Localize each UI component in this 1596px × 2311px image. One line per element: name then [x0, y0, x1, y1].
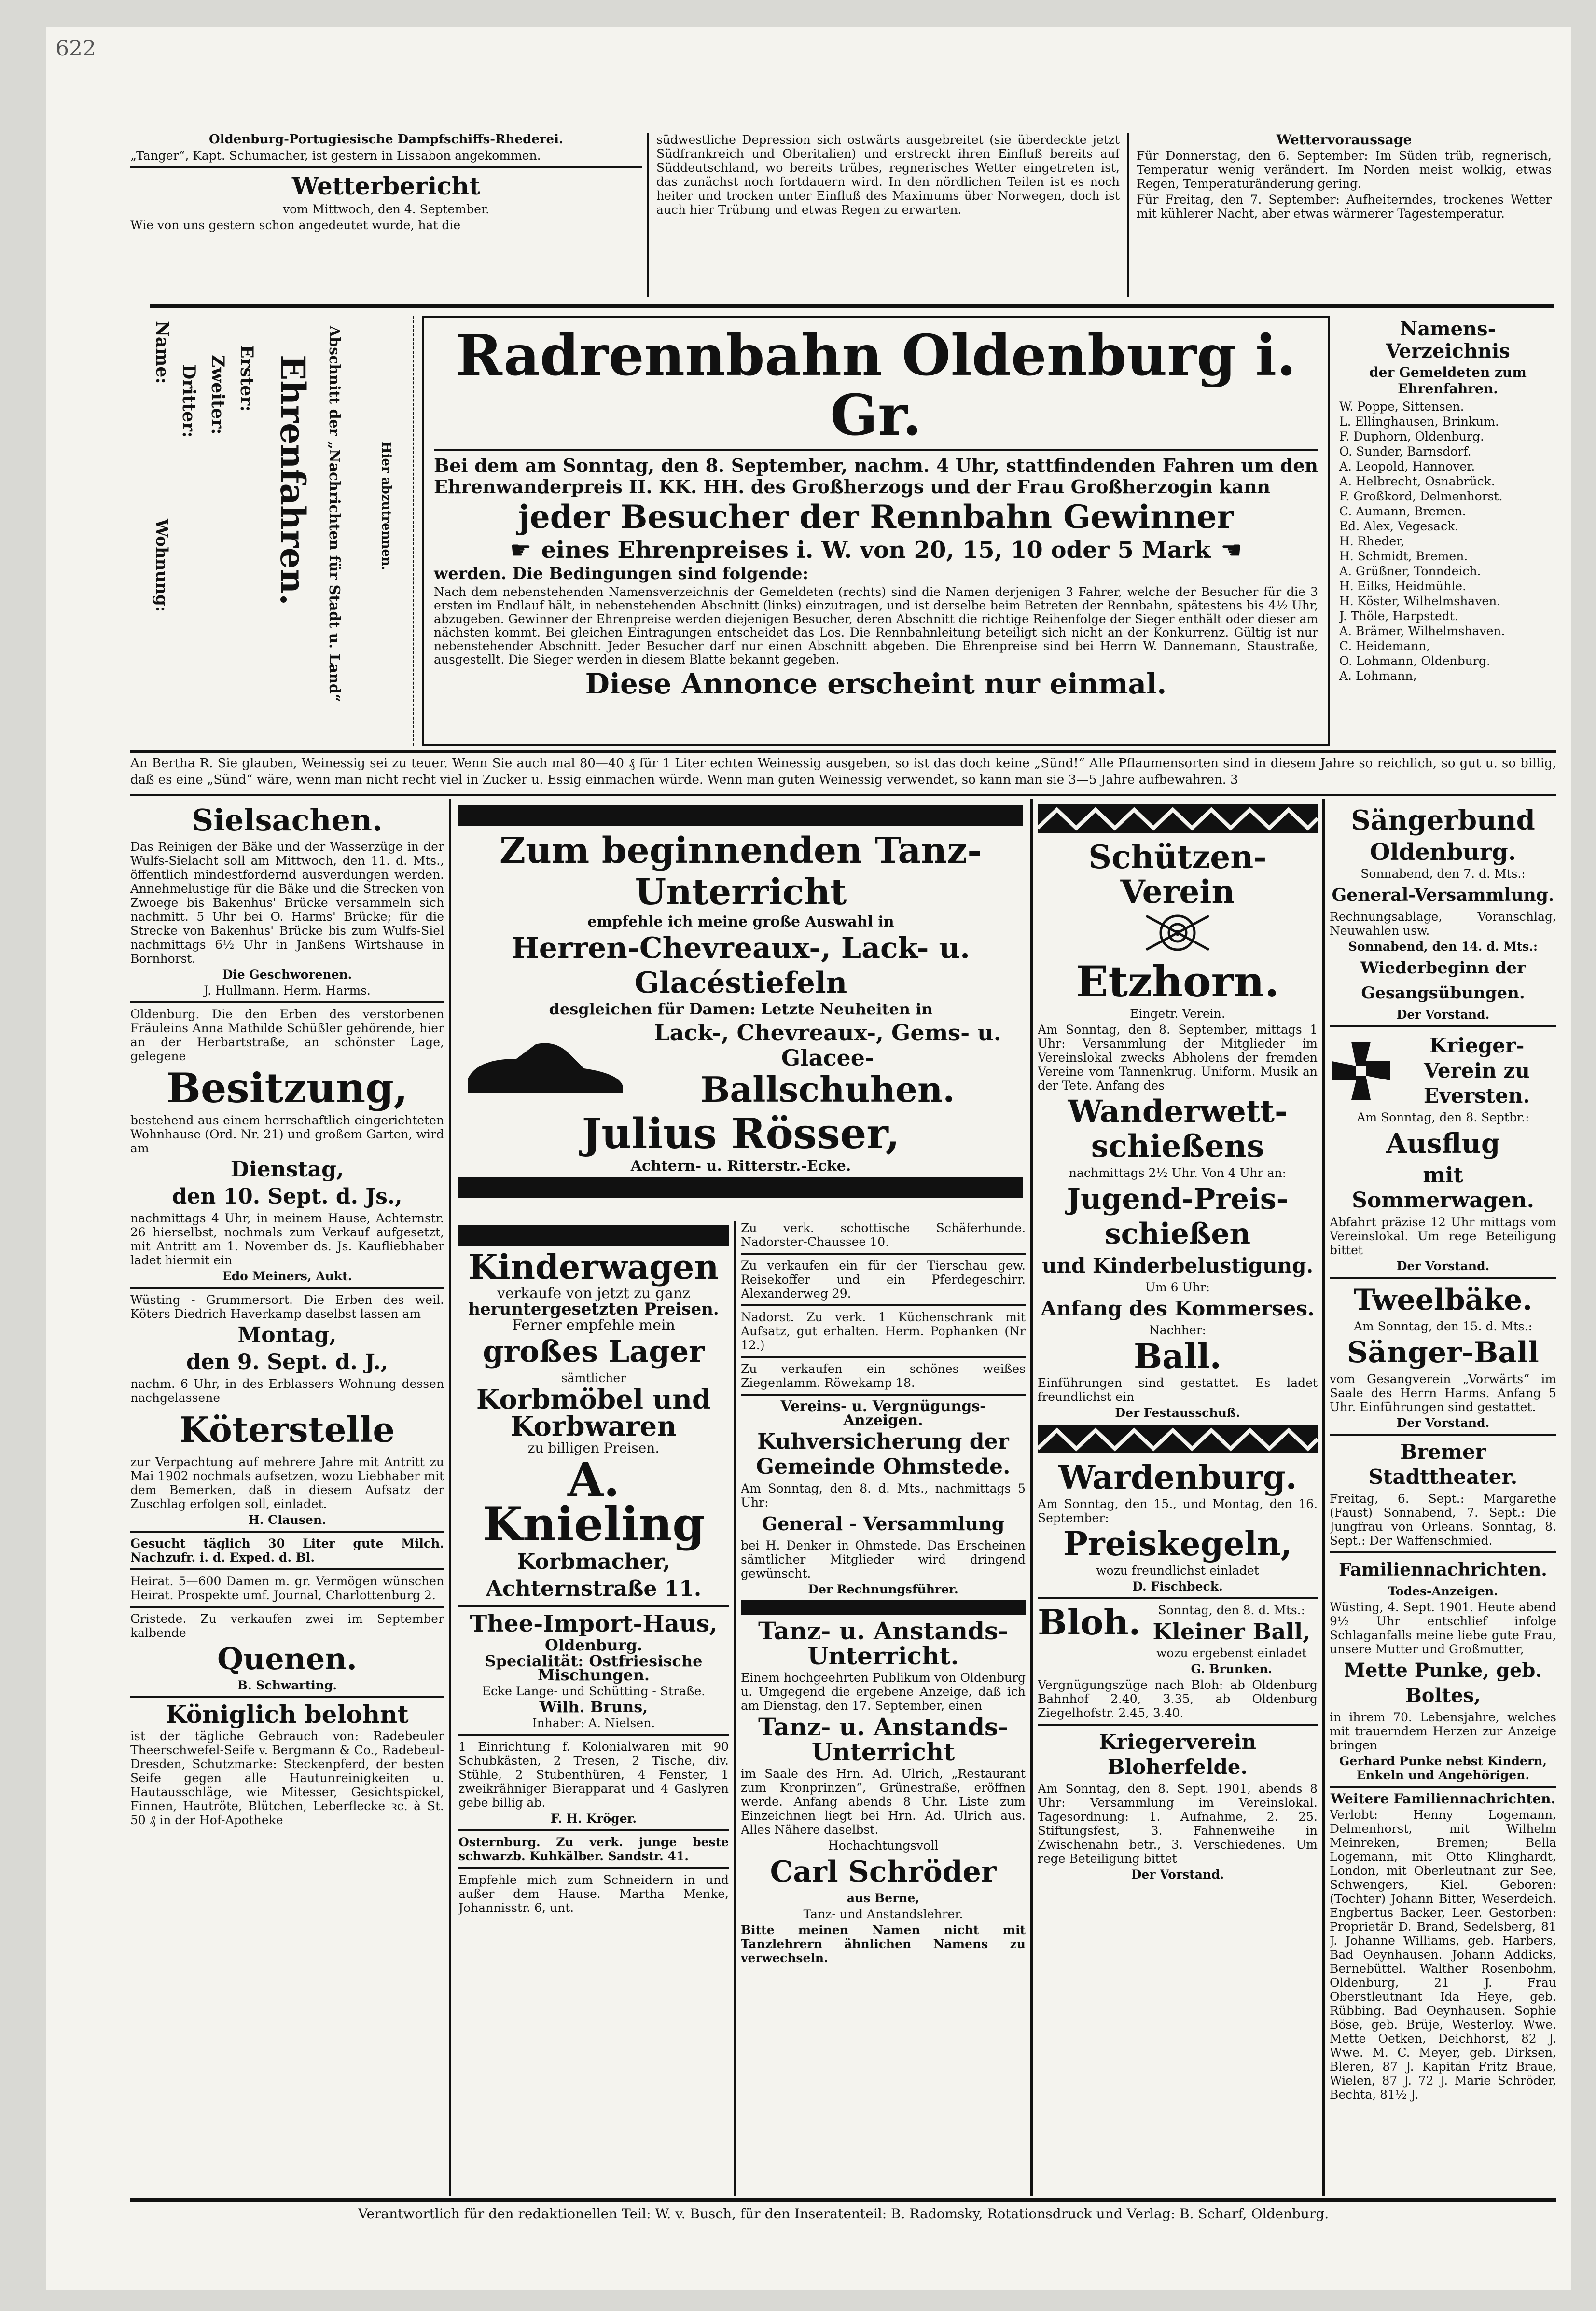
anstand-title-2: Tanz- u. Anstands-Unterricht: [758, 1713, 1008, 1766]
family-title: Familiennachrichten.: [1339, 1560, 1547, 1580]
tanz-title: Zum beginnenden Tanz-Unterricht: [500, 830, 982, 913]
kroeger-text: 1 Einrichtung f. Kolonialwaren mit 90 Schubkästen, 2 Tresen, 2 Tische, div. Stühle, 2 Stubenthüren, 4 Fenster, 1 zweikrähniger Bierapparat und 4 Gaslyren gebe billig ab.: [458, 1740, 729, 1810]
besitzung-date: den 10. Sept. d. Js.,: [172, 1184, 402, 1209]
koeter-text: nachm. 6 Uhr, in des Erblassers Wohnung dessen nachgelassene: [130, 1377, 444, 1405]
name-entry: A. Grüßner, Tonndeich.: [1339, 564, 1481, 578]
schuetzen-text-6: Nachher:: [1149, 1323, 1207, 1337]
besitzung-text: bestehend aus einem herrschaftlich eingerichteten Wohnhause (Ord.-Nr. 21) und großem Garten, wird am: [130, 1113, 444, 1155]
shoe-icon: [458, 1030, 632, 1097]
kriegerverein-text-2: Abfahrt präzise 12 Uhr mittags vom Vereinslokal. Um rege Beteiligung bittet: [1330, 1215, 1556, 1257]
schuetzen-text-5: Anfang des Kommerses.: [1041, 1297, 1315, 1320]
shipping-title: Oldenburg-Portugiesische Dampfschiffs-Rhederei.: [208, 133, 564, 147]
further-family-title: Weitere Familiennachrichten.: [1330, 1791, 1556, 1807]
tweelbaeke-text-2: vom Gesangverein „Vorwärts“ im Saale des Herrn Harms. Anfang 5 Uhr. Einführungen sind gestattet.: [1330, 1372, 1556, 1414]
bertha-notice: An Bertha R. Sie glauben, Weinessig sei zu teuer. Wenn Sie auch mal 80—40 ₰ für 1 Liter echten Weinessig ausgeben, so ist das doch keine „Sünd!“ Alle Pflaumensorten sind in diesem Jahre so reichlich, so gut u. so billig, daß es eine „Sünd“ wäre, wenn man nicht recht viel in Zucker u. Essig einmachen würde. Wenn man guten Weinessig verwendet, so kann man sie 3—5 Jahre aufbewahren. 3: [130, 756, 1556, 787]
kinder-title-4: Korbwaren: [511, 1411, 677, 1442]
tanz-title-2: Herren-Chevreaux-, Lack- u. Glacéstiefeln: [512, 931, 970, 1000]
ziege-ad: Zu verkaufen ein schönes weißes Ziegenlamm. Röwekamp 18.: [741, 1362, 1026, 1390]
kinder-name: A. Knieling: [482, 1453, 705, 1551]
koeter-intro: Wüsting - Grummersort. Die Erben des weil. Köters Diedrich Haverkamp daselbst lassen am: [130, 1293, 444, 1321]
weather-text-block: [656, 133, 1120, 299]
siel-sign-2: J. Hullmann. Herm. Harms.: [204, 983, 371, 997]
milk-ad: Gesucht täglich 30 Liter gute Milch. Nachzufr. i. d. Exped. d. Bl.: [130, 1536, 444, 1564]
kinder-job: Korbmacher,: [517, 1550, 670, 1574]
race-headline: jeder Besucher der Rennbahn Gewinner: [518, 498, 1234, 536]
kuh-text: Am Sonntag, den 8. d. Mts., nachmittags 5 Uhr:: [741, 1481, 1026, 1509]
forecast-1: Für Donnerstag, den 6. September: Im Süden trüb, regnerisch, Temperatur wenig verändert. Im Norden meist wolkig, etwas Regen, Temperaturänderung gering.: [1137, 149, 1552, 191]
siel-sign-1: Die Geschworenen.: [222, 968, 352, 982]
kriegerverein-text: Am Sonntag, den 8. Septbr.:: [1357, 1110, 1529, 1124]
family-sub: Todes-Anzeigen.: [1388, 1584, 1498, 1598]
wardenburg-text: Am Sonntag, den 15., und Montag, den 16. September:: [1038, 1497, 1318, 1525]
tanz-name: Julius Rösser,: [582, 1109, 900, 1158]
besitzung-title: Besitzung,: [166, 1064, 408, 1112]
name-entry: C. Heidemann,: [1339, 639, 1430, 653]
schuetzen-text-7: Einführungen sind gestattet. Es ladet freundlichst ein: [1038, 1376, 1318, 1404]
bloh-sign: G. Brunken.: [1191, 1662, 1273, 1676]
saengerbund-city: Oldenburg.: [1370, 839, 1516, 866]
pointing-hand-icon: ☛: [510, 536, 532, 564]
schuetzen-sign: Der Festausschuß.: [1115, 1406, 1240, 1420]
bloh-title: Bloh.: [1038, 1602, 1141, 1643]
name-entry: A. Lohmann,: [1339, 669, 1417, 683]
coupon-third: Dritter:: [179, 364, 199, 438]
forecast-title: Wettervoraussage: [1276, 133, 1412, 148]
besitzung-sign: Edo Meiners, Aukt.: [222, 1269, 352, 1283]
tanz-title-3: Lack-, Chevreaux-, Gems- u. Glacee-: [654, 1020, 1001, 1071]
names-list: [1339, 399, 1556, 683]
coupon-second: Zweiter:: [208, 355, 228, 435]
kuh-title: Kuhversicherung der Gemeinde Ohmstede.: [756, 1429, 1011, 1479]
wardenburg-text-2: wozu freundlichst einladet: [1096, 1564, 1259, 1578]
name-entry: L. Ellinghausen, Brinkum.: [1339, 415, 1499, 429]
kuh-text-2: bei H. Denker in Ohmstede. Das Erscheinen sämtlicher Mitglieder wird dringend gewünscht.: [741, 1538, 1026, 1580]
thee-city: Oldenburg.: [544, 1636, 643, 1654]
race-prize: eines Ehrenpreises i. W. von 20, 15, 10 oder 5 Mark: [541, 537, 1211, 564]
family-text: Wüsting, 4. Sept. 1901. Heute abend 9½ Uhr entschlief infolge Schlaganfalls meine liebe gute Frau, unsere Mutter und Großmutter,: [1330, 1600, 1556, 1656]
thee-title: Thee-Import-Haus,: [470, 1610, 718, 1637]
kuechen-ad: Nadorst. Zu verk. 1 Küchenschrank mit Aufsatz, gut erhalten. Herm. Pophanken (Nr 12.): [741, 1310, 1026, 1352]
name-entry: H. Rheder,: [1339, 534, 1405, 548]
theater-title: Bremer Stadttheater.: [1368, 1440, 1518, 1489]
koeter-sign: H. Clausen.: [248, 1513, 326, 1527]
menke-ad: Empfehle mich zum Schneidern in und außer dem Hause. Martha Menke, Johannisstr. 6, unt.: [458, 1873, 729, 1915]
name-entry: A. Leopold, Hannover.: [1339, 459, 1475, 473]
name-entry: H. Schmidt, Bremen.: [1339, 549, 1468, 563]
names-subtitle: der Gemeldeten zum Ehrenfahren.: [1369, 364, 1527, 397]
wardenburg-title: Wardenburg.: [1058, 1458, 1297, 1497]
name-entry: A. Brämer, Wilhelmshaven.: [1339, 624, 1505, 638]
tweelbaeke-title: Tweelbäke.: [1353, 1283, 1533, 1317]
forecast-2: Für Freitag, den 7. September: Aufheiterndes, trockenes Wetter mit kühlerer Nacht, aber etwas wärmerer Tagestemperatur.: [1137, 193, 1552, 221]
family-name: Mette Punke, geb. Boltes,: [1344, 1659, 1542, 1707]
family-text-2: in ihrem 70. Lebensjahre, welches mit trauerndem Herzen zur Anzeige bringen: [1330, 1710, 1556, 1752]
kriegerverein-title-2: Ausflug: [1386, 1128, 1500, 1160]
column-3: [1038, 801, 1318, 2196]
schuetzen-text-4: Um 6 Uhr:: [1145, 1280, 1210, 1294]
schuetzen-title-3: Jugend-Preis-schießen: [1067, 1182, 1289, 1251]
tanz-ad: [458, 801, 1023, 1211]
tanz-title-4: Ballschuhen.: [700, 1069, 955, 1110]
kinder-title-3: Korbmöbel und: [476, 1384, 711, 1415]
column-2a: [458, 1221, 729, 2196]
further-family-text: Verlobt: Henny Logemann, Delmenhorst, mit Wilhelm Meinreken, Bremen; Bella Logemann, mit Otto Klinghardt, London, mit Oberleutnant zur See, Schwengers, Kiel. Geboren: (Tochter) Johann Bitter, Weserdeich. Engbertus Backer, Leer. Gestorben: Proprietär D. Brand, Sedelsberg, 81 J. Johanne Williams, geb. Harbers, Bad Oeynhausen. Johann Addicks, Bernebüttel. Walther Rosenbohm, Oldenburg, 21 J. Frau Oberstleutnant Ida Heye, geb. Rübbing. Bad Oeynhausen. Sophie Böse, geb. Brüje, Westerloy. Wwe. Mette Oetken, Deichhorst, 82 J. Wwe. M. C. Meyer, geb. Dirksen, Bleren, 87 J. Kapitän Fritz Braue, Wielen, 87 J. 72 J. Marie Schröder, Bechta, 81½ J.: [1330, 1808, 1556, 2102]
race-footer: Diese Annonce erscheint nur einmal.: [585, 667, 1167, 700]
hund-ad: Zu verk. schottische Schäferhunde. Nadorster-Chaussee 10.: [741, 1221, 1026, 1249]
name-entry: H. Köster, Wilhelmshaven.: [1339, 594, 1501, 608]
krieger-sign: Der Vorstand.: [1131, 1868, 1224, 1882]
koeniglich-text: ist der tägliche Gebrauch von: Radebeuler Theerschwefel-Seife v. Bergmann & Co., Radebeul-Dresden, Schutzmarke: Steckenpferd, der besten Seife gegen alle Hautunreinigkeiten u. Hautausschläge, wie Mitesser, Gesichtspickel, Finnen, Hautröte, Blütchen, Leberflecke ꝛc. à St. 50 ₰ in der Hof-Apotheke: [130, 1729, 444, 1827]
coupon-residence: Wohnung:: [152, 519, 171, 612]
besitzung-intro: Oldenburg. Die den Erben des verstorbenen Fräuleins Anna Mathilde Schüßler gehörende, hier an der Herbartstraße, an schönster Lage, gelegene: [130, 1007, 444, 1063]
kriegerverein-title-3: mit Sommerwagen.: [1352, 1163, 1534, 1213]
name-entry: F. Großkord, Delmenhorst.: [1339, 489, 1503, 503]
quenen-sign: B. Schwarting.: [237, 1678, 337, 1692]
coupon-first: Erster:: [236, 345, 257, 412]
anstand-note: Bitte meinen Namen nicht mit Tanzlehrern ähnlichen Namens zu verwechseln.: [741, 1923, 1026, 1965]
heirat-ad: Heirat. 5—600 Damen m. gr. Vermögen wünschen Heirat. Prospekte umf. Journal, Charlottenburg 2.: [130, 1574, 444, 1602]
tanz-text-2: desgleichen für Damen: Letzte Neuheiten in: [549, 1000, 933, 1018]
tweelbaeke-sign: Der Vorstand.: [1396, 1416, 1490, 1430]
bloh-title-2: Kleiner Ball,: [1152, 1619, 1311, 1645]
column-2b: [741, 1221, 1026, 2196]
saengerbund-title-3: Wiederbeginn der Gesangsübungen.: [1360, 958, 1526, 1003]
schuetzen-text-2: nachmittags 2½ Uhr. Von 4 Uhr an:: [1069, 1166, 1287, 1180]
cut-here-text[interactable]: Hier abzutrennen.: [379, 442, 393, 570]
race-intro: Bei dem am Sonntag, den 8. September, nachm. 4 Uhr, stattfindenden Fahren um den Ehrenwanderpreis II. KK. HH. des Großherzogs und der Frau Großherzogin kann: [434, 455, 1318, 498]
kinder-address: Achternstraße 11.: [486, 1577, 702, 1601]
kriegerverein-sign: Der Vorstand.: [1396, 1259, 1490, 1273]
siel-title: Sielsachen.: [192, 803, 383, 838]
wardenburg-sign: D. Fischbeck.: [1132, 1579, 1223, 1593]
bloh-text-3: Vergnügungszüge nach Bloh: ab Oldenburg Bahnhof 2.40, 3.35, ab Oldenburg Ziegelhofstr. 2.45, 3.40.: [1038, 1678, 1318, 1720]
anstand-text-2: im Saale des Hrn. Ad. Ulrich, „Restaurant zum Kronprinzen“, Grünestraße, eröffnen werde. Anfang abends 8 Uhr. Liste zum Einzeichnen liegt bei Hrn. Ad. Ulrich aus. Alles Nähere daselbst.: [741, 1767, 1026, 1837]
name-entry: F. Duphorn, Oldenburg.: [1339, 429, 1484, 443]
anstand-title: Tanz- u. Anstands-Unterricht.: [758, 1617, 1008, 1670]
kroeger-sign: F. H. Kröger.: [550, 1812, 637, 1826]
saengerbund-title: Sängerbund: [1351, 804, 1535, 836]
kinder-text: verkaufe von jetzt zu ganz: [497, 1285, 691, 1302]
newspaper-page: [46, 27, 1571, 2290]
thee-address: Ecke Lange- und Schütting - Straße.: [482, 1684, 706, 1698]
target-icon: [1038, 911, 1318, 956]
name-entry: O. Sunder, Barnsdorf.: [1339, 444, 1471, 458]
coupon-name-label: Name:: [152, 321, 172, 384]
besitzung-text-2: nachmittags 4 Uhr, in meinem Hause, Achternstr. 26 hierselbst, nochmals zum Verkauf aufgesetzt, mit Antritt am 1. November ds. Js. Kaufliebhaber ladet hiermit ein: [130, 1211, 444, 1267]
koeter-day: Montag,: [237, 1323, 337, 1347]
column-4: [1330, 801, 1556, 2196]
kriegerverein-title: Krieger-Verein zu Eversten.: [1423, 1034, 1530, 1107]
footer: Verantwortlich für den redaktionellen Teil: W. v. Busch, für den Inseratenteil: B. Radomsky, Rotationsdruck und Verlag: B. Scharf, Oldenburg.: [358, 2206, 1329, 2222]
name-entry: H. Eilks, Heidmühle.: [1339, 579, 1467, 593]
bloh-text: Sonntag, den 8. d. Mts.:: [1158, 1603, 1305, 1617]
kinder-text-5: zu billigen Preisen.: [527, 1440, 660, 1456]
zigzag-border: [1038, 1425, 1318, 1453]
race-ad: [422, 316, 1330, 746]
schuetzen-text-3: und Kinderbelustigung.: [1041, 1254, 1314, 1277]
kinder-title-2: großes Lager: [483, 1334, 705, 1369]
verein-title: Vereins- u. Vergnügungs-Anzeigen.: [780, 1398, 986, 1429]
page-number: 622: [56, 36, 96, 61]
kinder-text-2: heruntergesetzten Preisen.: [468, 1300, 719, 1319]
anstand-greeting: Hochachtungsvoll: [828, 1839, 939, 1853]
saengerbund-sign: Der Vorstand.: [1396, 1008, 1490, 1022]
wardenburg-title-2: Preiskegeln,: [1063, 1525, 1292, 1564]
saengerbund-text-3: Sonnabend, den 14. d. Mts.:: [1348, 940, 1538, 954]
koeter-title: Köterstelle: [179, 1409, 395, 1450]
name-entry: C. Aumann, Bremen.: [1339, 504, 1466, 518]
schuetzen-text: Am Sonntag, den 8. September, mittags 1 Uhr: Versammlung der Mitglieder im Vereinslokal zwecks Abholens der fremden Vereine vom Tannenkrug. Uniform. Musik an der Tete. Anfang des: [1038, 1023, 1318, 1093]
schuetzen-sub: Eingetr. Verein.: [1130, 1007, 1225, 1021]
iron-cross-icon: [1330, 1039, 1392, 1102]
name-entry: Ed. Alex, Vegesack.: [1339, 519, 1459, 533]
column-1: [130, 801, 444, 2196]
koeter-date: den 9. Sept. d. J.,: [186, 1350, 389, 1374]
coupon-block: [142, 316, 442, 750]
koffer-ad: Zu verkaufen ein für der Tierschau gew. Reisekoffer und ein Pferdegeschirr. Alexanderweg 29.: [741, 1259, 1026, 1301]
top-left-block: [130, 133, 642, 299]
thee-spec: Specialität: Ostfriesische Mischungen.: [485, 1652, 703, 1684]
shipping-text: „Tanger“, Kapt. Schumacher, ist gestern in Lissabon angekommen.: [130, 149, 541, 163]
weather-title: Wetterbericht: [291, 172, 481, 200]
coupon-subtitle: Abschnitt der „Nachrichten für Stadt u. Land“: [326, 326, 343, 703]
krieger-title: Kriegerverein Bloherfelde.: [1099, 1730, 1256, 1779]
thee-owner: Wilh. Bruns,: [539, 1698, 648, 1716]
krieger-text: Am Sonntag, den 8. Sept. 1901, abends 8 Uhr: Versammlung im Vereinslokal. Tagesordnung: 1. Aufnahme, 2. 25. Stiftungsfest, 3. Fahnenweihe in Zwischenahn betr., 3. Verschiedenes. Um rege Beteiligung bittet: [1038, 1782, 1318, 1866]
saengerbund-text: Sonnabend, den 7. d. Mts.:: [1360, 867, 1526, 881]
kinder-text-3: Ferner empfehle mein: [512, 1317, 675, 1334]
name-entry: J. Thöle, Harpstedt.: [1339, 609, 1458, 623]
kinder-text-4: sämtlicher: [561, 1371, 626, 1385]
siel-text: Das Reinigen der Bäke und der Wasserzüge in der Wulfs-Sielacht soll am Mittwoch, den 11. d. Mts., öffentlich mindestfordernd ausverdungen werden. Annehmelustige für die Bäke und die Strecken von Zwoege bis Bakenhus' Brücke versammeln sich nachmitt. 5 Uhr bei O. Harms' Brücke; für die Strecke von Bakenhus' Brücke bis zum Wulfs-Siel nachmittags 6½ Uhr in Janßens Wirtshause in Bornhorst.: [130, 840, 444, 966]
race-body: Nach dem nebenstehenden Namensverzeichnis der Gemeldeten (rechts) sind die Namen derjenigen 3 Fahrer, welche der Besucher für die 3 ersten im Endlauf hält, in nebenstehenden Abschnitt (links) einzutragen, und ist derselbe beim Betreten der Rennbahn, spätestens bis 4½ Uhr, abzugeben. Gewinner der Ehrenpreise werden diejenigen Besucher, deren Abschnitt die richtige Reihenfolge der Sieger enthält oder dieser am nächsten kommt. Bei gleichen Eintragungen entscheidet das Los. Die Rennbahnleitung beteiligt sich nicht an der Konkurrenz. Gültig ist nur nebenstehender Abschnitt. Jeder Besucher darf nur einen Abschnitt abgeben. Die Ehrenpreise sind bei Herrn W. Dannemann, Staustraße, ausgestellt. Die Sieger werden in diesem Blatte bekannt gegeben.: [434, 585, 1318, 666]
forecast-block: [1137, 133, 1552, 299]
quenen-title: Quenen.: [217, 1641, 357, 1676]
thee-owner-2: Inhaber: A. Nielsen.: [532, 1716, 655, 1730]
besitzung-day: Dienstag,: [230, 1157, 344, 1182]
race-title: Radrennbahn Oldenburg i. Gr.: [456, 323, 1296, 448]
anstand-city: aus Berne,: [847, 1891, 920, 1905]
zigzag-border: [1038, 804, 1318, 833]
tweelbaeke-text: Am Sonntag, den 15. d. Mts.:: [1353, 1319, 1533, 1333]
tweelbaeke-title-2: Sänger-Ball: [1347, 1336, 1539, 1370]
saengerbund-text-2: Rechnungsablage, Voranschlag, Neuwahlen usw.: [1330, 910, 1556, 938]
koeter-text-2: zur Verpachtung auf mehrere Jahre mit Antritt zu Mai 1902 nochmals aufsetzen, wozu Liebhaber mit dem Bemerken, daß in diesem Aufsatz der Zuschlag erfolgen soll, einladet.: [130, 1455, 444, 1511]
osternburg-ad: Osternburg. Zu verk. junge beste schwarzb. Kuhkälber. Sandstr. 41.: [458, 1835, 729, 1863]
schuetzen-title: Schützen-Verein: [1088, 838, 1267, 911]
schuetzen-ball: Ball.: [1133, 1336, 1222, 1376]
koeniglich-title: Königlich belohnt: [166, 1700, 409, 1729]
anstand-text: Einem hochgeehrten Publikum von Oldenburg u. Umgegend die ergebene Anzeige, daß ich am Dienstag, den 17. September, einen: [741, 1671, 1026, 1713]
bloh-text-2: wozu ergebenst einladet: [1156, 1646, 1307, 1660]
quenen-text: Gristede. Zu verkaufen zwei im September kalbende: [130, 1612, 444, 1640]
pointing-hand-icon: ☛: [1220, 536, 1242, 564]
coupon-title: Ehrenfahren.: [273, 355, 313, 606]
anstand-job: Tanz- und Anstandslehrer.: [803, 1907, 963, 1921]
schuetzen-place: Etzhorn.: [1076, 956, 1279, 1007]
name-entry: O. Lohmann, Oldenburg.: [1339, 654, 1490, 668]
anstand-name: Carl Schröder: [770, 1855, 997, 1889]
name-entry: A. Helbrecht, Osnabrück.: [1339, 474, 1495, 488]
kinder-title: Kinderwagen: [468, 1247, 719, 1287]
names-register: [1339, 316, 1556, 746]
kuh-sign: Der Rechnungsführer.: [808, 1582, 958, 1596]
family-sign: Gerhard Punke nebst Kindern, Enkeln und Angehörigen.: [1339, 1754, 1547, 1782]
tanz-address: Achtern- u. Ritterstr.-Ecke.: [630, 1158, 851, 1175]
tanz-text: empfehle ich meine große Auswahl in: [587, 913, 894, 930]
name-entry: W. Poppe, Sittensen.: [1339, 400, 1464, 414]
weather-text-1: Wie von uns gestern schon angedeutet wurde, hat die: [130, 218, 461, 232]
kuh-title-2: General - Versammlung: [762, 1513, 1005, 1535]
weather-text-2: südwestliche Depression sich ostwärts ausgebreitet (sie überdeckte jetzt Südfrankreich und Oberitalien) und erstreckt ihren Einfluß bereits auf Süddeutschland, wo bereits trübes, regnerisches Wetter eingetreten ist, das zunächst noch fortdauern wird. In den nördlichen Teilen ist es noch heiter und trocken unter Einfluß des Maximums über Norwegen, doch ist auch hier Trübung und etwas Regen zu erwarten.: [656, 133, 1120, 217]
race-conditions: werden. Die Bedingungen sind folgende:: [434, 564, 809, 583]
saengerbund-title-2: General-Versammlung.: [1332, 885, 1554, 905]
schuetzen-title-2: Wanderwett-schießens: [1068, 1093, 1288, 1164]
theater-text: Freitag, 6. Sept.: Margarethe (Faust) Sonnabend, 7. Sept.: Die Jungfrau von Orleans. Sonntag, 8. Sept.: Der Waffenschmied.: [1330, 1492, 1556, 1548]
names-title: Namens-Verzeichnis: [1386, 318, 1510, 362]
weather-date: vom Mittwoch, den 4. September.: [282, 202, 490, 216]
